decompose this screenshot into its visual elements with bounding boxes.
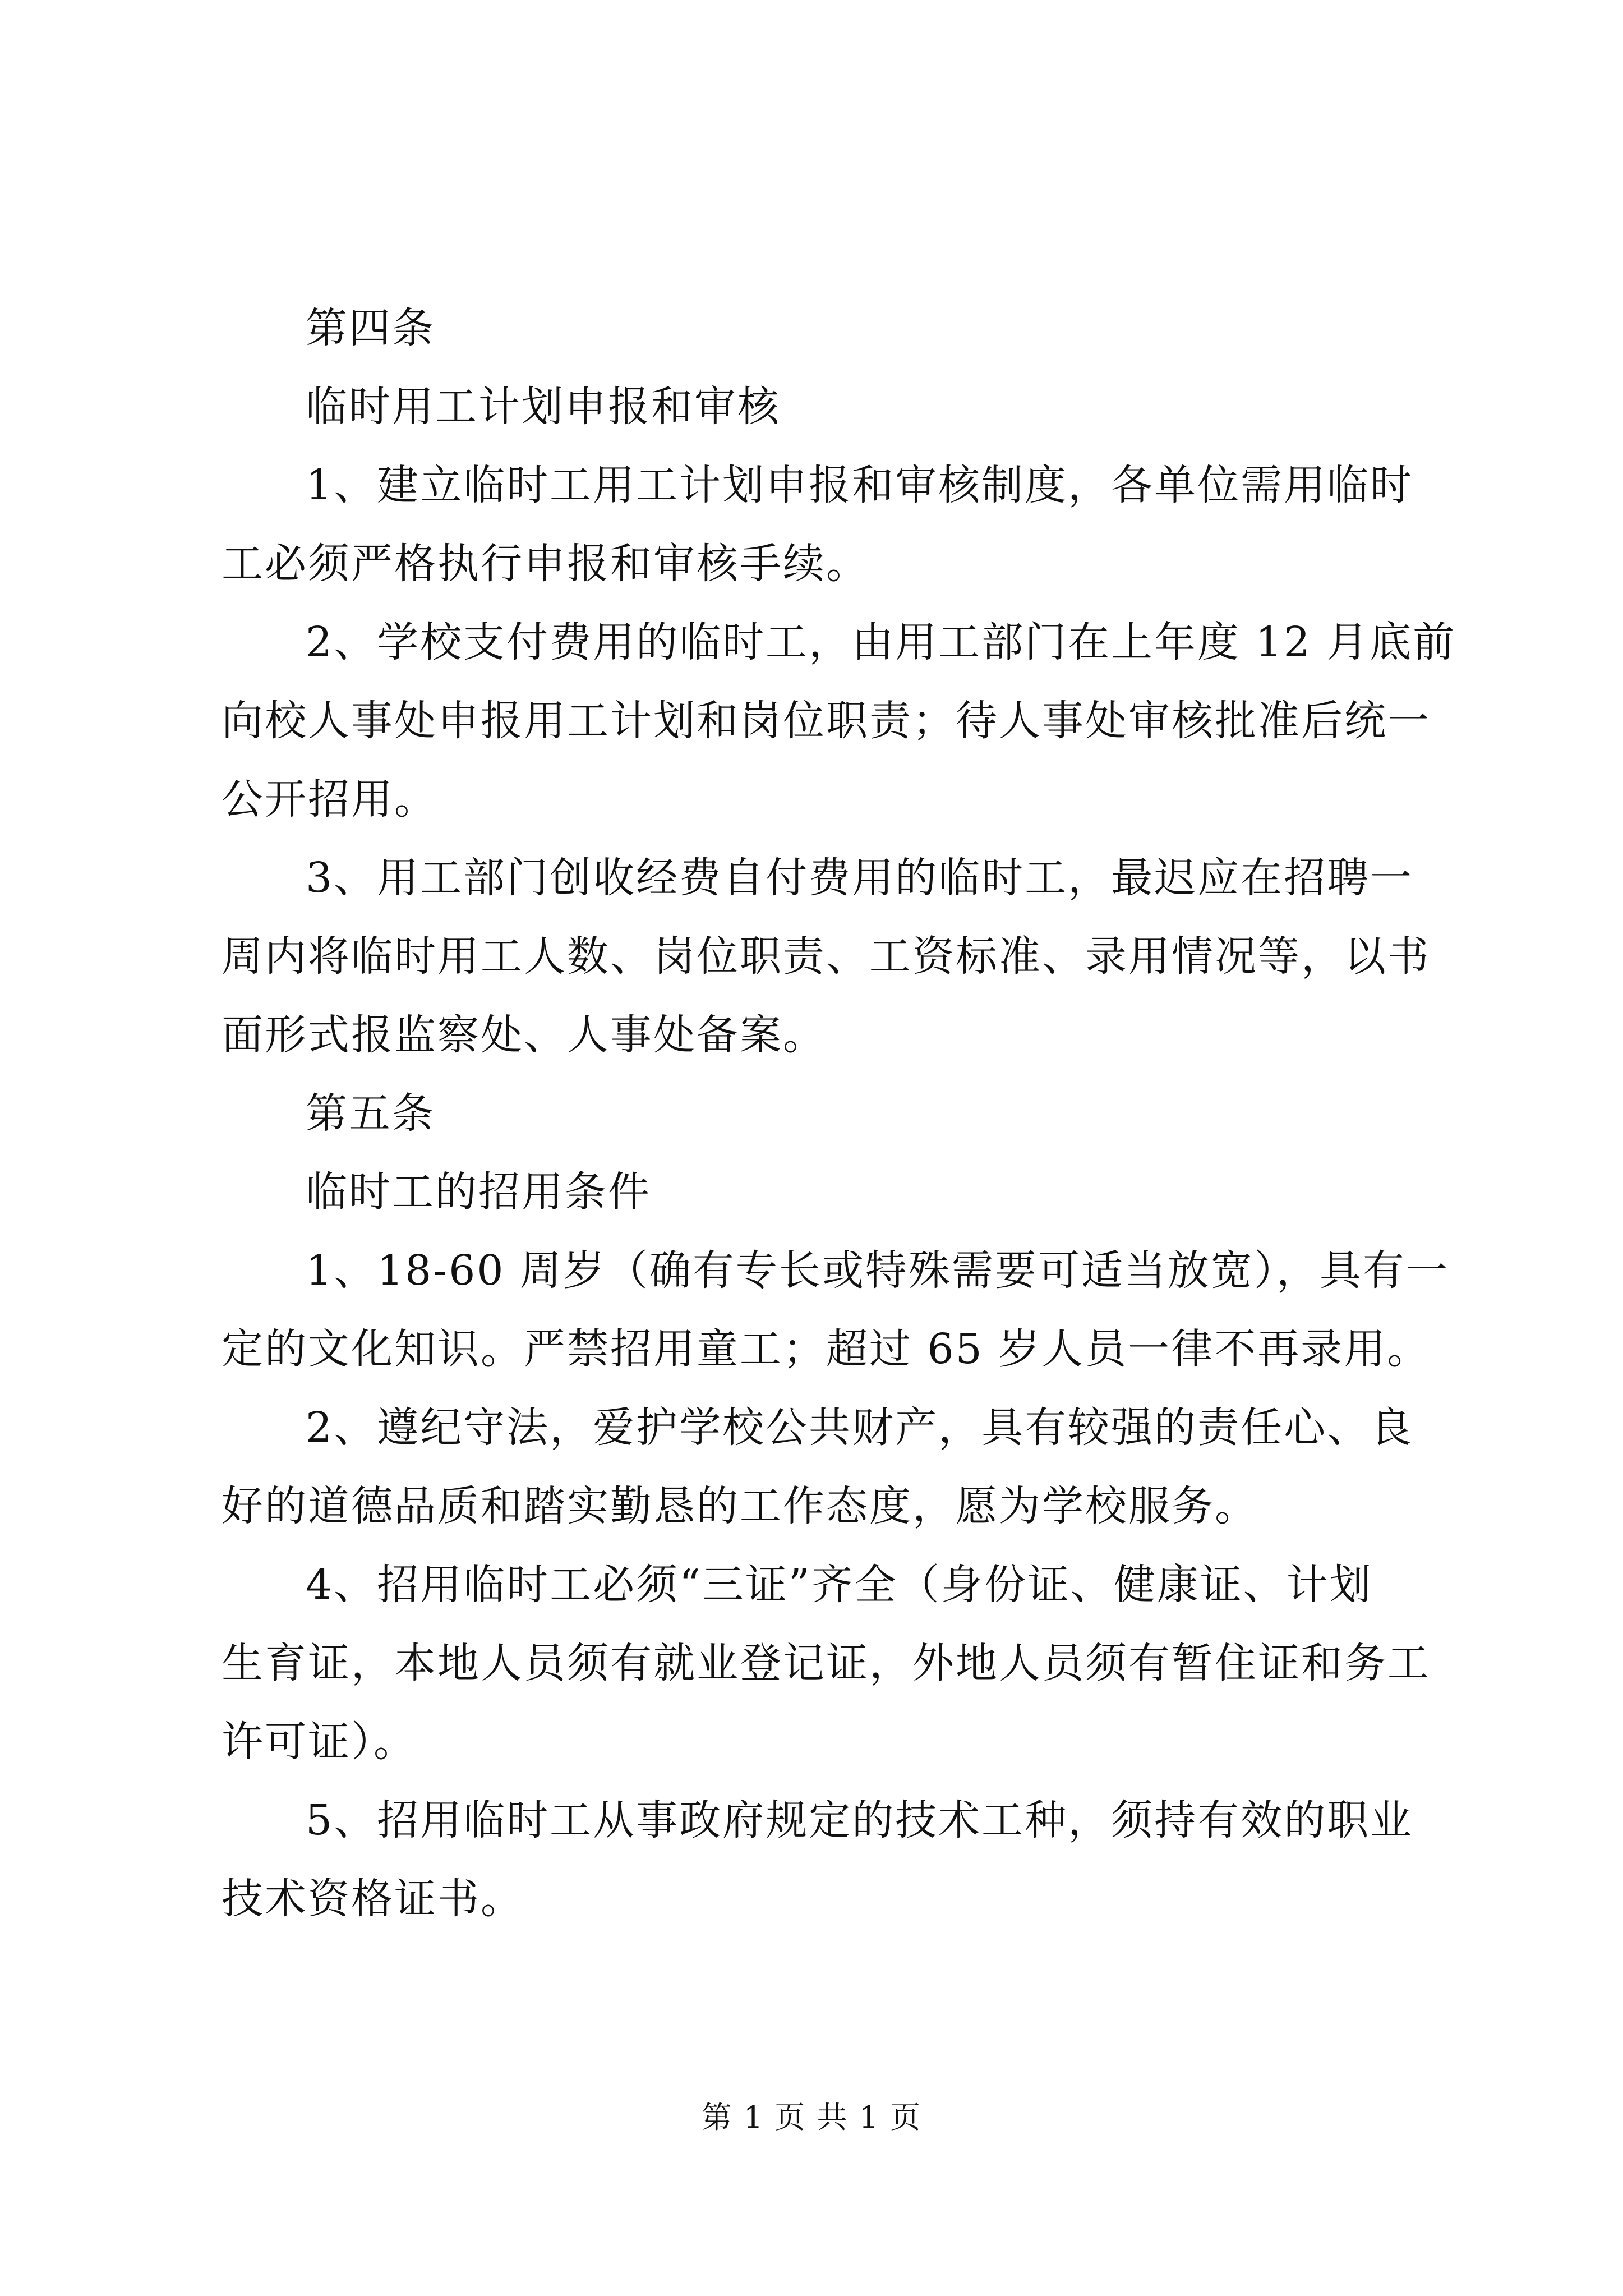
paragraph-line: 1、建立临时工用工计划申报和审核制度，各单位需用临时 (306, 461, 1414, 509)
paragraph-line: 4、招用临时工必须“三证”齐全（身份证、健康证、计划 (306, 1561, 1373, 1609)
list-item (222, 603, 1456, 839)
list-item (222, 446, 1419, 603)
section-title: 临时用工计划申报和审核 (306, 383, 781, 431)
paragraph-line: 定的文化知识。严禁招用童工；超过 65 岁人员一律不再录用。 (222, 1325, 1431, 1373)
paragraph-line: 5、招用临时工从事政府规定的技术工种，须持有效的职业 (306, 1796, 1414, 1844)
list-item (222, 839, 1431, 1074)
paragraph-line: 许可证）。 (222, 1718, 417, 1766)
paragraph-line: 好的道德品质和踏实勤恳的工作态度，愿为学校服务。 (222, 1482, 1258, 1530)
list-item (222, 1231, 1449, 1388)
section-heading: 第四条 (306, 304, 435, 352)
paragraph-line: 2、学校支付费用的临时工，由用工部门在上年度 12 月底前 (306, 618, 1456, 666)
paragraph-line: 2、遵纪守法，爱护学校公共财产，具有较强的责任心、良 (306, 1404, 1414, 1452)
paragraph-line: 向校人事处申报用工计划和岗位职责；待人事处审核批准后统一 (222, 697, 1431, 745)
paragraph-line: 1、18-60 周岁（确有专长或特殊需要可适当放宽），具有一 (306, 1246, 1449, 1295)
paragraph-line: 公开招用。 (222, 775, 437, 823)
paragraph-line: 3、用工部门创收经费自付费用的临时工，最迟应在招聘一 (306, 854, 1414, 902)
section-heading: 第五条 (306, 1089, 435, 1138)
paragraph-line: 周内将临时用工人数、岗位职责、工资标准、录用情况等，以书 (222, 932, 1431, 981)
document-body (222, 289, 1456, 1938)
list-item (222, 1545, 1431, 1781)
list-item (222, 1781, 1419, 1938)
paragraph-line: 工必须严格执行申报和审核手续。 (222, 540, 869, 588)
page-number-footer: 第 1 页 共 1 页 (701, 2100, 922, 2135)
paragraph-line: 生育证，本地人员须有就业登记证，外地人员须有暂住证和务工 (222, 1639, 1431, 1687)
paragraph-line: 面形式报监察处、人事处备案。 (222, 1011, 826, 1059)
list-item (222, 1388, 1419, 1545)
section-title: 临时工的招用条件 (306, 1168, 651, 1216)
paragraph-line: 技术资格证书。 (222, 1875, 524, 1923)
